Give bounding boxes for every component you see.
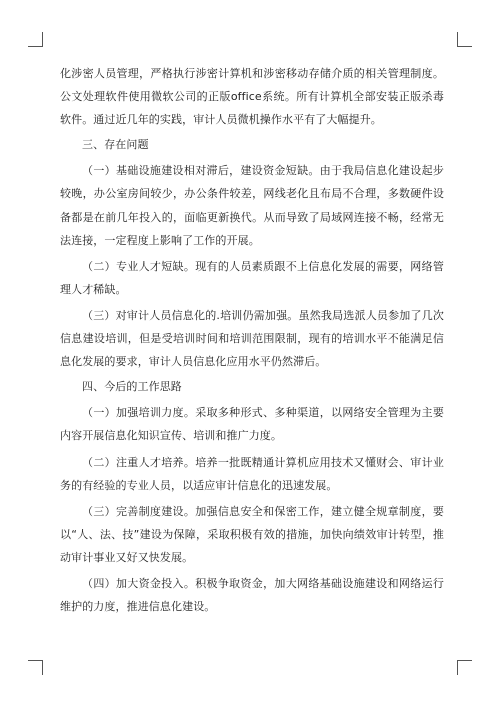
section-heading-problems: 三、存在问题 <box>82 138 149 152</box>
crop-mark-top-right <box>457 32 472 47</box>
crop-mark-bottom-left <box>28 660 43 675</box>
paragraph-plan-4: （四）加大资金投入。积极争取资金，加大网络基础设施建设和网络运行维护的力度，推进信息化建设。 <box>60 576 444 614</box>
paragraph-problem-3: （三）对审计人员信息化的.培训仍需加强。虽然我局选派人员参加了几次信息建设培训，但是受培训时间和培训范围限制，现有的培训水平不能满足信息化发展的要求，审计人员信息化应用水平仍然滞后。 <box>60 308 444 369</box>
crop-mark-top-left <box>28 32 43 47</box>
crop-mark-bottom-right <box>457 660 472 675</box>
section-heading-plans: 四、今后的工作思路 <box>82 380 182 394</box>
paragraph-continuation: 化涉密人员管理，严格执行涉密计算机和涉密移动存储介质的相关管理制度。公文处理软件使用微软公司的正版office系统。所有计算机全部安装正版杀毒软件。通过近几年的实践，审计人员微机操作水平有了大幅提升。 <box>60 67 444 127</box>
paragraph-problem-2: （二）专业人才短缺。现有的人员素质跟不上信息化发展的需要，网络管理人才稀缺。 <box>60 259 444 296</box>
paragraph-problem-1: （一）基础设施建设相对滞后，建设资金短缺。由于我局信息化建设起步较晚，办公室房间较少，办公条件较差，网线老化且布局不合理，多数硬件设备都是在前几年投入的，面临更新换代。从而导致了局域网连接不畅，经常无法连接，一定程度上影响了工作的开展。 <box>60 164 444 247</box>
paragraph-plan-1: （一）加强培训力度。采取多种形式、多种渠道，以网络安全管理为主要内容开展信息化知识宣传、培训和推广力度。 <box>60 406 444 443</box>
paragraph-plan-3: （三）完善制度建设。加强信息安全和保密工作，建立健全规章制度，要以“人、法、技”建设为保障，采取积极有效的措施，加快向绩效审计转型，推动审计事业又好又快发展。 <box>60 504 444 564</box>
paragraph-plan-2: （二）注重人才培养。培养一批既精通计算机应用技术又懂财会、审计业务的有经验的专业人员，以适应审计信息化的迅速发展。 <box>60 455 444 492</box>
document-page <box>60 62 444 618</box>
